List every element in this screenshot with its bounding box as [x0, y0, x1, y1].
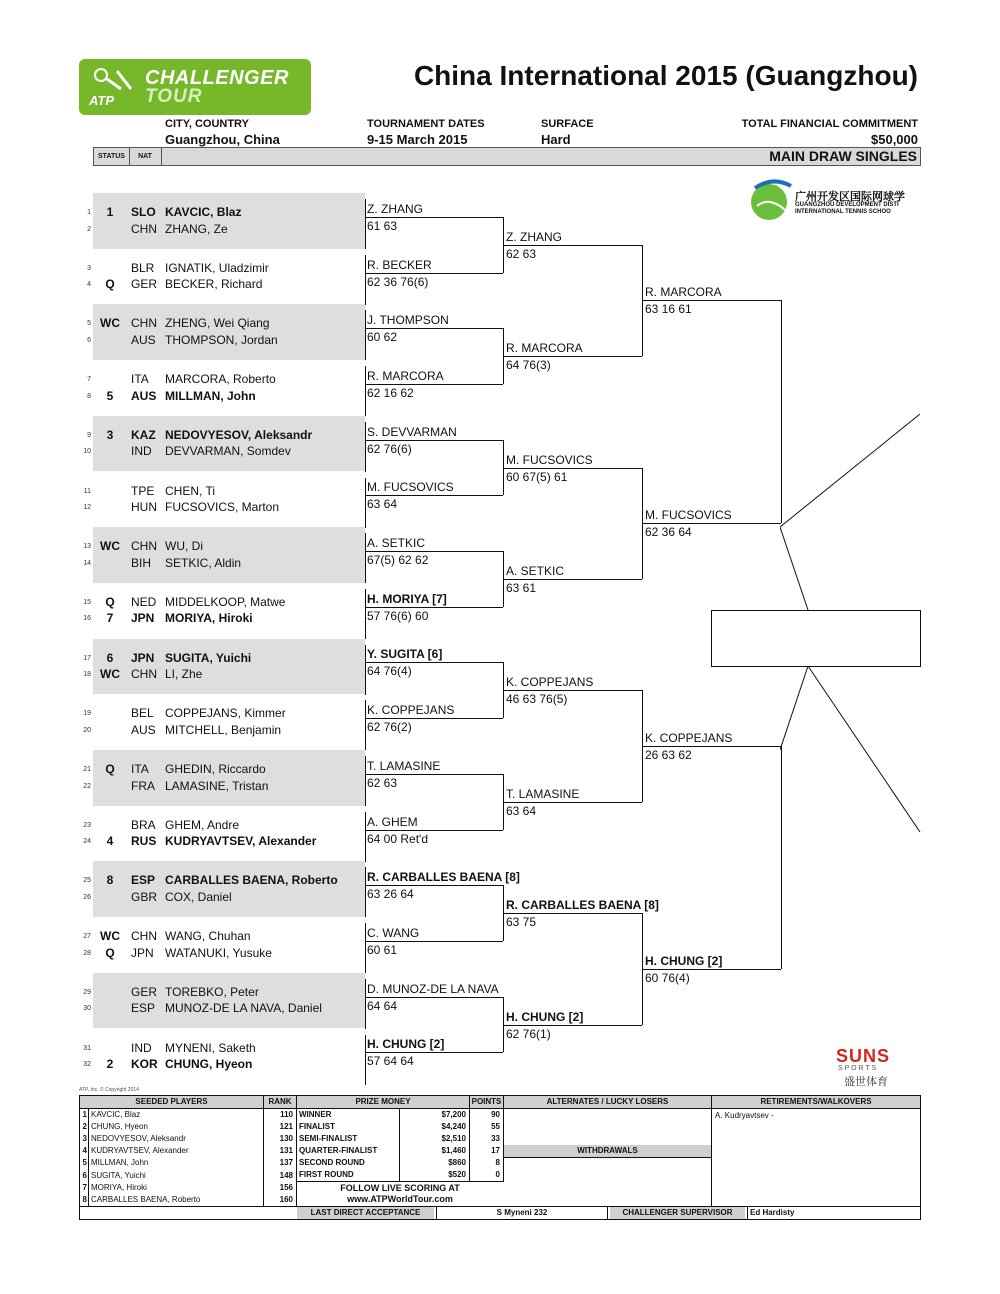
winner-name: A. SETKIC: [506, 564, 565, 578]
player-nat: JPN: [131, 650, 155, 665]
bracket-connector: [365, 478, 366, 528]
match-score: 64 00 Ret'd: [367, 832, 429, 846]
seed-rank: 130: [279, 1134, 293, 1144]
bracket-line: [365, 273, 503, 274]
player-position: 8: [87, 392, 91, 400]
bracket-line: [365, 440, 503, 441]
player-status: 7: [106, 611, 114, 626]
bracket-line: [643, 746, 781, 747]
seed-name: NEDOVYESOV, Aleksandr: [91, 1134, 186, 1144]
player-status: 1: [106, 205, 114, 219]
winner-name: R. BECKER: [367, 258, 432, 272]
bracket-connector: [365, 366, 366, 416]
player-name: KUDRYAVTSEV, Alexander: [165, 834, 317, 849]
prize-money: $520: [448, 1170, 466, 1179]
player-nat: ITA: [131, 372, 149, 387]
supervisor-label: CHALLENGER SUPERVISOR: [610, 1207, 745, 1219]
player-position: 9: [87, 431, 91, 439]
bracket-line: [365, 997, 503, 998]
player-nat: KOR: [131, 1057, 158, 1071]
winner-name: H. CHUNG [2]: [506, 1010, 584, 1024]
player-position: 17: [83, 654, 91, 662]
alternates-header: ALTERNATES / LUCKY LOSERS: [504, 1096, 712, 1109]
player-name: CARBALLES BAENA, Roberto: [165, 873, 338, 888]
bracket-line: [365, 607, 503, 608]
player-position: 5: [87, 320, 91, 328]
nat-col-header: NAT: [129, 148, 162, 165]
player-position: 7: [87, 376, 91, 384]
player-nat: TPE: [131, 483, 155, 498]
match-score: 26 63 62: [645, 748, 692, 762]
withdrawals-header: WITHDRAWALS: [504, 1145, 711, 1157]
prize-money: $1,460: [441, 1146, 466, 1155]
player-nat: IND: [131, 444, 152, 459]
prize-points: 8: [495, 1158, 500, 1167]
player-nat: AUS: [131, 722, 156, 737]
bracket-line: [365, 830, 503, 831]
player-position: 15: [83, 598, 91, 606]
player-nat: ESP: [131, 873, 156, 888]
winner-name: K. COPPEJANS: [645, 731, 733, 745]
player-nat: BEL: [131, 706, 154, 721]
player-nat: AUS: [131, 332, 156, 347]
match-score: 62 63: [506, 247, 537, 261]
seed-rank: 137: [279, 1158, 293, 1168]
match-score: 63 64: [506, 804, 537, 818]
player-status: 4: [106, 834, 114, 849]
seed-rank: 160: [279, 1194, 293, 1204]
player-nat: CHN: [131, 667, 157, 682]
suns-brand: SUNS: [836, 1046, 891, 1066]
winner-name: K. COPPEJANS: [506, 675, 594, 689]
player-position: 13: [83, 543, 91, 551]
player-position: 6: [87, 336, 91, 344]
match-score: 62 76(1): [506, 1027, 551, 1041]
suns-cn: 盛世体育: [844, 1076, 888, 1088]
seed-number: 7: [82, 1182, 87, 1192]
match-score: 63 75: [506, 915, 537, 929]
match-score: 60 62: [367, 330, 398, 344]
suns-sports-logo: [836, 1046, 908, 1086]
player-nat: ESP: [131, 1001, 156, 1016]
prize-points: 33: [491, 1134, 500, 1143]
bracket-connector: [365, 533, 366, 583]
seed-name: KAVCIC, Blaz: [91, 1110, 141, 1119]
match-score: 60 76(4): [645, 971, 690, 985]
player-position: 23: [83, 821, 91, 829]
player-nat: KAZ: [131, 427, 156, 442]
bracket-line: [365, 885, 503, 886]
player-position: 24: [83, 838, 91, 846]
bracket-connector: [365, 255, 366, 305]
match-score: 62 36 76(6): [367, 275, 429, 289]
match-score: 60 67(5) 61: [506, 470, 568, 484]
player-name: COPPEJANS, Kimmer: [165, 706, 286, 721]
retirements-header: RETIREMENTS/WALKOVERS: [712, 1096, 920, 1109]
bracket-line: [504, 579, 642, 580]
winner-name: R. MARCORA: [506, 341, 583, 355]
match-score: 63 64: [367, 497, 398, 511]
bracket-line: [504, 356, 642, 357]
winner-name: M. FUCSOVICS: [645, 508, 732, 522]
seed-number: 3: [82, 1134, 87, 1144]
seed-number: 6: [82, 1170, 87, 1180]
suns-sub: S P O R T S: [838, 1065, 877, 1072]
match-score: 60 61: [367, 943, 398, 957]
lda-label: LAST DIRECT ACCEPTANCE: [297, 1207, 434, 1219]
player-name: FUCSOVICS, Marton: [165, 500, 280, 514]
winner-name: D. MUNOZ-DE LA NAVA: [367, 982, 499, 996]
match-score: 64 64: [367, 999, 398, 1013]
prize-money: $7,200: [441, 1110, 466, 1119]
seed-number: 2: [82, 1122, 87, 1132]
player-nat: AUS: [131, 388, 157, 403]
player-position: 11: [83, 487, 91, 495]
player-nat: SLO: [131, 205, 156, 219]
bracket-connector: [365, 979, 366, 1029]
bracket-connector: [365, 867, 366, 917]
seed-name: SUGITA, Yuichi: [91, 1170, 146, 1180]
player-name: MORIYA, Hiroki: [165, 611, 253, 626]
prize-header: PRIZE MONEY: [297, 1096, 470, 1109]
bracket-line: [504, 245, 642, 246]
winner-name: H. CHUNG [2]: [367, 1037, 445, 1051]
player-name: LAMASINE, Tristan: [165, 778, 269, 793]
winner-name: H. MORIYA [7]: [367, 592, 447, 606]
match-score: 64 76(4): [367, 664, 412, 678]
seed-name: MORIYA, Hiroki: [91, 1182, 147, 1192]
surface-value: Hard: [541, 132, 571, 147]
seed-number: 8: [82, 1194, 87, 1204]
player-position: 25: [83, 877, 91, 885]
sponsor-school-en2: INTERNATIONAL TENNIS SCHOO: [795, 209, 891, 215]
player-status: 6: [106, 650, 114, 665]
player-name: WU, Di: [165, 539, 203, 554]
player-status: WC: [100, 929, 120, 944]
atp-website-link[interactable]: www.ATPWorldTour.com: [347, 1194, 453, 1204]
main-draw-label: MAIN DRAW SINGLES: [769, 148, 917, 164]
player-name: WATANUKI, Yusuke: [165, 945, 272, 960]
dates-value: 9-15 March 2015: [367, 132, 468, 147]
player-nat: CHN: [131, 316, 157, 331]
player-name: MILLMAN, John: [165, 388, 256, 403]
player-nat: JPN: [131, 611, 155, 626]
winner-name: M. FUCSOVICS: [506, 453, 593, 467]
player-name: ZHENG, Wei Qiang: [165, 316, 270, 331]
prize-money: $2,510: [441, 1134, 466, 1143]
player-nat: BIH: [131, 555, 152, 570]
match-score: 57 76(6) 60: [367, 609, 429, 623]
seed-name: KUDRYAVTSEV, Alexander: [91, 1146, 189, 1156]
tour-text: TOUR: [145, 86, 203, 107]
player-position: 12: [83, 504, 91, 511]
player-nat: NED: [131, 594, 157, 609]
sponsor-school-en1: GUANGZHOU DEVELOPMENT DISTI: [795, 202, 899, 208]
player-position: 30: [83, 1005, 91, 1013]
player-name: ZHANG, Ze: [165, 221, 228, 236]
match-score: 62 63: [367, 776, 398, 790]
seed-name: MILLMAN, John: [91, 1158, 149, 1168]
bracket-connector: [365, 199, 366, 249]
seed-rank: 110: [280, 1110, 293, 1119]
player-nat: RUS: [131, 834, 157, 849]
commitment-value: $50,000: [871, 132, 918, 147]
seeded-header: SEEDED PLAYERS: [80, 1096, 264, 1109]
player-position: 14: [83, 559, 91, 567]
prize-round: FINALIST: [299, 1122, 335, 1131]
bracket-connector: [365, 422, 366, 472]
prize-round: FIRST ROUND: [299, 1170, 354, 1179]
match-score: 62 36 64: [645, 525, 692, 539]
player-name: WANG, Chuhan: [165, 929, 251, 944]
winner-name: H. CHUNG [2]: [645, 954, 723, 968]
match-score: 46 63 76(5): [506, 692, 568, 706]
player-position: 3: [87, 264, 91, 272]
live-scoring-label: FOLLOW LIVE SCORING AT: [340, 1183, 460, 1193]
seed-rank: 156: [279, 1182, 293, 1192]
lda-value: S Myneni 232: [436, 1206, 608, 1220]
bracket-line: [365, 217, 503, 218]
player-nat: GER: [131, 277, 158, 292]
prize-points: 17: [491, 1146, 500, 1155]
copyright: ATP, Inc. © Copyright 2014: [79, 1087, 139, 1093]
prize-money: $860: [448, 1158, 466, 1167]
player-nat: FRA: [131, 778, 155, 793]
player-status: 2: [106, 1057, 114, 1071]
match-score: 62 76(6): [367, 442, 412, 456]
retirement-entry: A. Kudryavtsev -: [715, 1111, 774, 1120]
prize-money: $4,240: [441, 1122, 466, 1131]
match-score: 63 61: [506, 581, 537, 595]
seed-number: 4: [82, 1146, 87, 1156]
player-name: LI, Zhe: [165, 667, 203, 682]
player-name: GHEDIN, Riccardo: [165, 762, 266, 776]
bracket-connector: [365, 756, 366, 806]
match-score: 67(5) 62 62: [367, 553, 429, 567]
player-nat: JPN: [131, 945, 154, 960]
player-nat: GBR: [131, 889, 158, 904]
bracket-connector: [365, 310, 366, 360]
player-status: Q: [105, 762, 115, 776]
winner-name: S. DEVVARMAN: [367, 425, 457, 439]
seed-number: 5: [82, 1158, 87, 1168]
bracket-line: [504, 690, 642, 691]
seed-name: CARBALLES BAENA, Roberto: [91, 1194, 201, 1204]
supervisor-value: Ed Hardisty: [747, 1206, 921, 1220]
winner-name: Z. ZHANG: [367, 202, 423, 216]
bracket-line: [504, 1025, 642, 1026]
player-status: Q: [105, 277, 115, 292]
commitment-label: TOTAL FINANCIAL COMMITMENT: [741, 118, 918, 130]
prize-round: QUARTER-FINALIST: [299, 1146, 378, 1155]
player-nat: CHN: [131, 929, 157, 944]
player-position: 4: [87, 281, 91, 289]
bracket-line: [643, 523, 781, 524]
surface-label: SURFACE: [541, 118, 594, 130]
player-name: MARCORA, Roberto: [165, 372, 276, 387]
seed-name: CHUNG, Hyeon: [91, 1122, 148, 1132]
winner-name: T. LAMASINE: [506, 787, 580, 801]
prize-round: SECOND ROUND: [299, 1158, 365, 1167]
player-name: GHEM, Andre: [165, 817, 240, 832]
seed-rank: 148: [279, 1170, 293, 1180]
player-position: 20: [83, 726, 91, 734]
match-score: 61 63: [367, 219, 398, 233]
player-position: 27: [83, 933, 91, 941]
winner-name: J. THOMPSON: [367, 313, 449, 327]
winner-name: C. WANG: [367, 926, 420, 940]
page-title: China International 2015 (Guangzhou): [413, 60, 918, 91]
player-name: TOREBKO, Peter: [165, 984, 259, 999]
points-header: POINTS: [470, 1096, 504, 1109]
player-status: Q: [105, 945, 115, 960]
player-position: 22: [83, 782, 91, 790]
bracket-line: [365, 774, 503, 775]
seed-rank: 131: [279, 1146, 293, 1156]
atp-text: ATP: [89, 93, 115, 108]
bracket-line: [365, 328, 503, 329]
winner-name: Y. SUGITA [6]: [367, 647, 443, 661]
player-name: MITCHELL, Benjamin: [165, 722, 282, 737]
challenger-text: CHALLENGER: [145, 67, 289, 89]
player-nat: GER: [131, 984, 158, 999]
bracket-line: [504, 913, 642, 914]
player-nat: IND: [131, 1040, 152, 1055]
match-score: 63 16 61: [645, 302, 692, 316]
player-nat: CHN: [131, 539, 157, 554]
city-value: Guangzhou, China: [165, 132, 280, 147]
bracket-connector: [365, 589, 366, 639]
match-score: 63 26 64: [367, 887, 414, 901]
prize-round: SEMI-FINALIST: [299, 1134, 358, 1143]
player-status: 3: [106, 427, 114, 442]
player-name: DEVVARMAN, Somdev: [165, 444, 291, 459]
player-name: SUGITA, Yuichi: [165, 650, 252, 665]
winner-name: T. LAMASINE: [367, 759, 441, 773]
player-position: 19: [83, 710, 91, 718]
player-position: 2: [87, 225, 91, 233]
prize-round: WINNER: [299, 1110, 332, 1119]
winner-name: R. MARCORA: [367, 369, 444, 383]
player-status: 5: [106, 388, 114, 403]
bracket-connector: [365, 923, 366, 973]
bracket-line: [643, 300, 781, 301]
bracket-line: [365, 718, 503, 719]
bracket-line: [365, 495, 503, 496]
player-name: SETKIC, Aldin: [165, 555, 242, 570]
match-score: 57 64 64: [367, 1054, 414, 1068]
player-position: 18: [83, 671, 91, 679]
player-position: 26: [83, 893, 91, 901]
seed-number: 1: [82, 1110, 87, 1119]
player-position: 32: [83, 1061, 91, 1068]
player-nat: ITA: [131, 762, 149, 776]
winner-name: R. MARCORA: [645, 285, 722, 299]
bracket-connector: [365, 1035, 366, 1085]
bracket-line: [365, 941, 503, 942]
player-position: 21: [83, 766, 91, 773]
status-col-header: STATUS: [94, 148, 130, 165]
sponsor-school-cn: 广州开发区国际网球学: [795, 191, 905, 203]
player-name: IGNATIK, Uladzimir: [165, 260, 269, 275]
player-name: BECKER, Richard: [165, 277, 263, 292]
player-name: CHUNG, Hyeon: [165, 1057, 253, 1071]
player-name: CHEN, Ti: [165, 483, 216, 498]
match-score: 64 76(3): [506, 358, 551, 372]
bracket-connector: [365, 700, 366, 750]
dates-label: TOURNAMENT DATES: [367, 118, 485, 130]
bracket-line: [643, 969, 781, 970]
bracket-line: [365, 1052, 503, 1053]
match-score: 62 16 62: [367, 386, 414, 400]
player-status: 8: [106, 873, 114, 888]
player-position: 29: [83, 988, 91, 996]
bracket-connector: [365, 812, 366, 862]
winner-name: R. CARBALLES BAENA [8]: [506, 898, 659, 912]
final-bracket-lines: [780, 414, 921, 834]
player-nat: BLR: [131, 260, 155, 275]
rank-header: RANK: [264, 1096, 297, 1109]
bracket-line: [504, 802, 642, 803]
player-position: 1: [87, 209, 91, 216]
seed-rank: 121: [279, 1122, 293, 1132]
city-label: CITY, COUNTRY: [165, 118, 249, 130]
bracket-line: [365, 551, 503, 552]
winner-name: Z. ZHANG: [506, 230, 562, 244]
player-position: 16: [83, 615, 91, 623]
player-position: 10: [83, 448, 91, 456]
player-status: WC: [100, 539, 120, 554]
player-name: MIDDELKOOP, Matwe: [165, 594, 286, 609]
player-name: NEDOVYESOV, Aleksandr: [165, 427, 313, 442]
player-name: MYNENI, Saketh: [165, 1040, 256, 1055]
match-score: 62 76(2): [367, 720, 412, 734]
info-table: [79, 1095, 921, 1220]
player-status: Q: [105, 594, 115, 609]
winner-name: M. FUCSOVICS: [367, 480, 454, 494]
bracket-line: [365, 662, 503, 663]
prize-points: 55: [491, 1122, 500, 1131]
prize-points: 90: [491, 1110, 500, 1119]
player-nat: CHN: [131, 221, 157, 236]
player-status: WC: [100, 667, 120, 682]
player-name: KAVCIC, Blaz: [165, 205, 242, 219]
player-position: 28: [83, 949, 91, 957]
player-name: COX, Daniel: [165, 889, 232, 904]
bracket-line: [365, 384, 503, 385]
bracket-line: [504, 468, 642, 469]
player-position: 31: [83, 1044, 91, 1052]
winner-name: K. COPPEJANS: [367, 703, 455, 717]
player-name: MUNOZ-DE LA NAVA, Daniel: [165, 1001, 322, 1016]
bracket-connector: [365, 645, 366, 695]
winner-name: A. GHEM: [367, 815, 418, 829]
prize-points: 0: [495, 1170, 500, 1179]
player-nat: BRA: [131, 817, 156, 832]
player-name: THOMPSON, Jordan: [165, 332, 278, 347]
player-nat: HUN: [131, 500, 157, 514]
player-status: WC: [100, 316, 120, 331]
winner-name: A. SETKIC: [367, 536, 426, 550]
winner-name: R. CARBALLES BAENA [8]: [367, 870, 520, 884]
